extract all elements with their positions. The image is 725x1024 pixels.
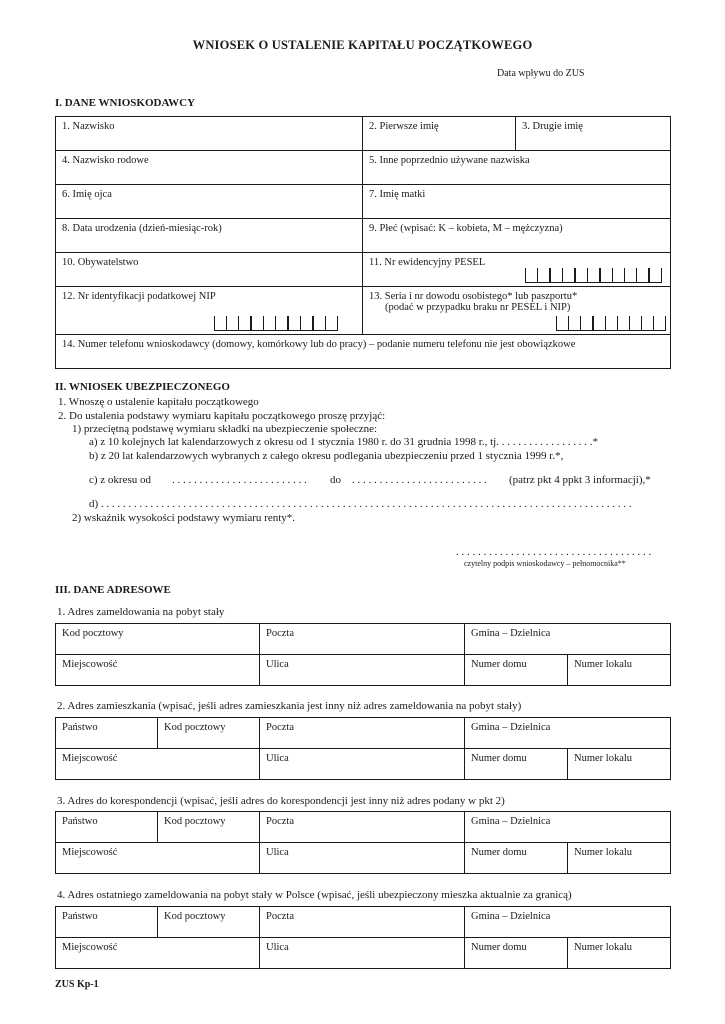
city-label: Miejscowość xyxy=(62,847,118,858)
country-label: Państwo xyxy=(62,816,98,827)
address-4-postal-code[interactable] xyxy=(158,907,260,938)
signature-caption: czytelny podpis wnioskodawcy – pełnomocnika** xyxy=(464,559,626,568)
street-label: Ulica xyxy=(266,942,289,953)
address-4-commune[interactable] xyxy=(465,907,671,938)
address-2-postal-code[interactable] xyxy=(158,718,260,749)
birth-date-label: 8. Data urodzenia (dzień-miesiąc-rok) xyxy=(62,223,222,234)
family-name-label: 4. Nazwisko rodowe xyxy=(62,155,149,166)
address-3-apartment-number[interactable] xyxy=(568,843,671,874)
form-title: WNIOSEK O USTALENIE KAPITAŁU POCZĄTKOWEGO xyxy=(192,38,533,52)
address-3-country[interactable] xyxy=(56,812,158,843)
commune-label: Gmina – Dzielnica xyxy=(471,816,551,827)
address-4-house-number[interactable] xyxy=(465,938,568,969)
country-label: Państwo xyxy=(62,722,98,733)
house-number-label: Numer domu xyxy=(471,753,527,764)
address-4-title: 4. Adres ostatniego zameldowania na pobyt stały w Polsce (wpisać, jeśli ubezpieczony mieszka aktualnie za granicą) xyxy=(57,889,572,901)
address-1-post-office[interactable] xyxy=(260,624,465,655)
request-line-2: 2. Do ustalenia podstawy wymiaru kapitału początkowego proszę przyjąć: xyxy=(58,410,386,422)
first-name-label: 2. Pierwsze imię xyxy=(369,121,439,132)
address-4-city[interactable] xyxy=(56,938,260,969)
apartment-number-label: Numer lokalu xyxy=(574,942,633,953)
house-number-label: Numer domu xyxy=(471,847,527,858)
address-3-post-office[interactable] xyxy=(260,812,465,843)
apartment-number-label: Numer lokalu xyxy=(574,753,633,764)
phone-label: 14. Numer telefonu wnioskodawcy (domowy, komórkowy lub do pracy) – podanie numeru telefonu nie jest obowiązkowe xyxy=(62,339,576,350)
address-2-post-office[interactable] xyxy=(260,718,465,749)
option-c-from-input[interactable]: . . . . . . . . . . . . . . . . . . . . . . . . . xyxy=(172,474,307,486)
option-c-prefix: c) z okresu od xyxy=(89,474,152,486)
pesel-label: 11. Nr ewidencyjny PESEL xyxy=(369,257,486,268)
address-4-post-office[interactable] xyxy=(260,907,465,938)
address-3-postal-code[interactable] xyxy=(158,812,260,843)
surname-field[interactable] xyxy=(56,117,363,151)
address-1-table xyxy=(55,623,671,686)
address-1-city[interactable] xyxy=(56,655,260,686)
house-number-label: Numer domu xyxy=(471,659,527,670)
applicant-data-table xyxy=(55,116,671,369)
country-label: Państwo xyxy=(62,911,98,922)
address-4-street[interactable] xyxy=(260,938,465,969)
signature-line[interactable]: . . . . . . . . . . . . . . . . . . . . . . . . . . . . . . . . . . . . xyxy=(456,546,652,558)
address-1-commune[interactable] xyxy=(465,624,671,655)
option-b[interactable]: b) z 20 lat kalendarzowych wybranych z całego okresu podlegania ubezpieczeniu przed 1 stycznia 1999 r.*, xyxy=(89,450,564,462)
address-1-house-number[interactable] xyxy=(465,655,568,686)
commune-label: Gmina – Dzielnica xyxy=(471,911,551,922)
address-4-apartment-number[interactable] xyxy=(568,938,671,969)
section-2-heading: II. WNIOSEK UBEZPIECZONEGO xyxy=(55,381,230,393)
apartment-number-label: Numer lokalu xyxy=(574,659,633,670)
street-label: Ulica xyxy=(266,847,289,858)
address-4-country[interactable] xyxy=(56,907,158,938)
surname-label: 1. Nazwisko xyxy=(62,121,115,132)
house-number-label: Numer domu xyxy=(471,942,527,953)
option-c-to-label: do xyxy=(330,474,341,486)
option-c-to-input[interactable]: . . . . . . . . . . . . . . . . . . . . . . . . . xyxy=(352,474,487,486)
street-label: Ulica xyxy=(266,659,289,670)
city-label: Miejscowość xyxy=(62,942,118,953)
section-1-heading: I. DANE WNIOSKODAWCY xyxy=(55,97,196,109)
address-3-house-number[interactable] xyxy=(465,843,568,874)
option-c-note: (patrz pkt 4 ppkt 3 informacji),* xyxy=(509,474,651,486)
id-document-label: 13. Seria i nr dowodu osobistego* lub paszportu* xyxy=(369,291,578,302)
address-2-apartment-number[interactable] xyxy=(568,749,671,780)
city-label: Miejscowość xyxy=(62,753,118,764)
address-2-title: 2. Adres zamieszkania (wpisać, jeśli adres zamieszkania jest inny niż adres zameldowania na pobyt stały) xyxy=(57,700,522,712)
gender-label: 9. Płeć (wpisać: K – kobieta, M – mężczyzna) xyxy=(369,223,563,234)
pesel-digit-boxes[interactable] xyxy=(525,268,662,283)
id-document-boxes[interactable] xyxy=(556,316,666,331)
id-document-note: (podać w przypadku braku nr PESEL i NIP) xyxy=(385,302,571,313)
commune-label: Gmina – Dzielnica xyxy=(471,628,551,639)
first-name-field[interactable] xyxy=(363,117,516,151)
post-office-label: Poczta xyxy=(266,628,294,639)
second-name-field[interactable] xyxy=(516,117,671,151)
previous-names-label: 5. Inne poprzednio używane nazwiska xyxy=(369,155,530,166)
address-4-table xyxy=(55,906,671,969)
apartment-number-label: Numer lokalu xyxy=(574,847,633,858)
option-average-basis: 1) przeciętną podstawę wymiaru składki na ubezpieczenie społeczne: xyxy=(72,423,378,435)
nip-digit-boxes[interactable] xyxy=(214,316,338,331)
address-1-street[interactable] xyxy=(260,655,465,686)
post-office-label: Poczta xyxy=(266,911,294,922)
nip-label: 12. Nr identyfikacji podatkowej NIP xyxy=(62,291,216,302)
previous-names-field[interactable] xyxy=(363,151,671,185)
address-3-commune[interactable] xyxy=(465,812,671,843)
father-name-field[interactable] xyxy=(56,185,363,219)
address-3-table xyxy=(55,811,671,874)
address-3-title: 3. Adres do korespondencji (wpisać, jeśli adres do korespondencji jest inny niż adres podany w pkt 2) xyxy=(57,795,505,807)
address-2-street[interactable] xyxy=(260,749,465,780)
second-name-label: 3. Drugie imię xyxy=(522,121,583,132)
address-2-country[interactable] xyxy=(56,718,158,749)
address-2-house-number[interactable] xyxy=(465,749,568,780)
postal-code-label: Kod pocztowy xyxy=(164,816,226,827)
family-name-field[interactable] xyxy=(56,151,363,185)
option-pension-indicator[interactable]: 2) wskaźnik wysokości podstawy wymiaru renty*. xyxy=(72,512,296,524)
mother-name-field[interactable] xyxy=(363,185,671,219)
section-3-heading: III. DANE ADRESOWE xyxy=(55,584,171,596)
postal-code-label: Kod pocztowy xyxy=(164,722,226,733)
postal-code-label: Kod pocztowy xyxy=(62,628,124,639)
address-3-city[interactable] xyxy=(56,843,260,874)
address-1-title: 1. Adres zameldowania na pobyt stały xyxy=(57,606,225,618)
address-2-city[interactable] xyxy=(56,749,260,780)
request-line-1: 1. Wnoszę o ustalenie kapitału początkowego xyxy=(58,396,259,408)
address-2-commune[interactable] xyxy=(465,718,671,749)
birth-date-field[interactable] xyxy=(56,219,363,253)
post-office-label: Poczta xyxy=(266,722,294,733)
receipt-date-label: Data wpływu do ZUS xyxy=(497,68,585,79)
option-a[interactable]: a) z 10 kolejnych lat kalendarzowych z okresu od 1 stycznia 1980 r. do 31 grudnia 1998 r., tj. . . . . . . . . . . . . . . . . .* xyxy=(89,436,598,448)
post-office-label: Poczta xyxy=(266,816,294,827)
address-2-table xyxy=(55,717,671,780)
address-3-street[interactable] xyxy=(260,843,465,874)
address-1-postal-code[interactable] xyxy=(56,624,260,655)
citizenship-field[interactable] xyxy=(56,253,363,287)
option-d-input[interactable]: d) . . . . . . . . . . . . . . . . . . . . . . . . . . . . . . . . . . . . . . . . . . . . . . . . . . . . . . . . . . . . . . . . . . . . . . . . . . . . . . . . . . . . . . . . . . . . . . . . . xyxy=(89,498,632,510)
gender-field[interactable] xyxy=(363,219,671,253)
city-label: Miejscowość xyxy=(62,659,118,670)
mother-name-label: 7. Imię matki xyxy=(369,189,426,200)
phone-field[interactable] xyxy=(56,335,671,369)
commune-label: Gmina – Dzielnica xyxy=(471,722,551,733)
citizenship-label: 10. Obywatelstwo xyxy=(62,257,139,268)
address-1-apartment-number[interactable] xyxy=(568,655,671,686)
postal-code-label: Kod pocztowy xyxy=(164,911,226,922)
street-label: Ulica xyxy=(266,753,289,764)
form-code: ZUS Kp-1 xyxy=(55,979,99,990)
father-name-label: 6. Imię ojca xyxy=(62,189,112,200)
